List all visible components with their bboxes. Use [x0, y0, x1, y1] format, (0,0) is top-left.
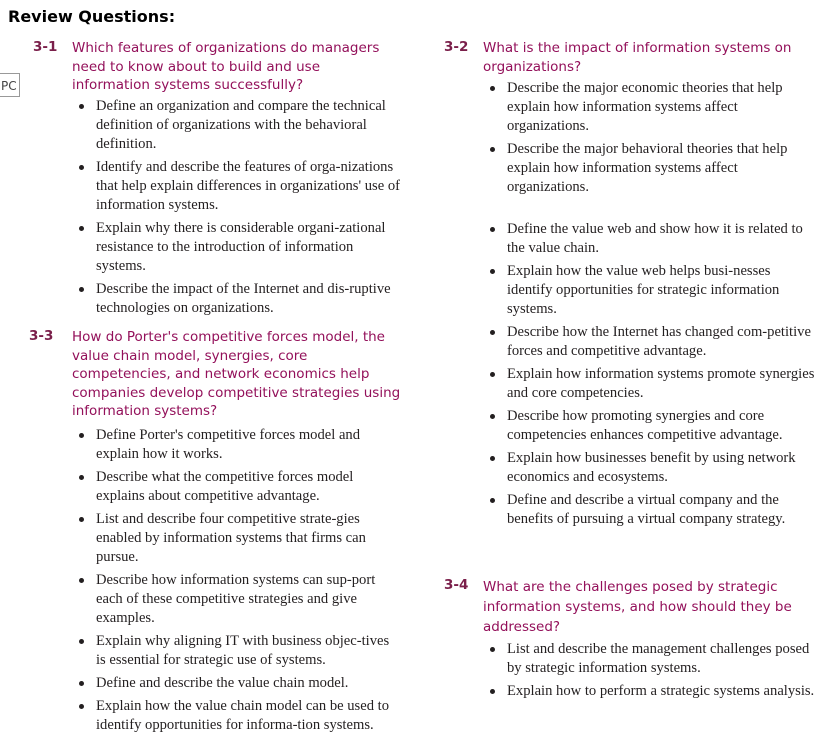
list-item: Describe how promoting synergies and core competencies enhances competitive advantage.: [483, 407, 815, 445]
list-item: Define and describe a virtual company and the benefits of pursuing a virtual company strategy.: [483, 491, 815, 529]
list-item: Define Porter's competitive forces model and explain how it works.: [72, 426, 400, 464]
bullet-icon: [490, 689, 495, 694]
bullet-icon: [79, 165, 84, 170]
question-number: 3-2: [444, 39, 469, 55]
list-item: Identify and describe the features of orga-nizations that help explain differences in organizations' use of information systems.: [72, 158, 400, 215]
question-number: 3-3: [29, 328, 54, 344]
bullet-icon: [79, 104, 84, 109]
list-item: Explain how businesses benefit by using network economics and ecosystems.: [483, 449, 815, 487]
bullet-icon: [79, 475, 84, 480]
bullet-icon: [490, 147, 495, 152]
list-item: Define an organization and compare the technical definition of organizations with the behavioral definition.: [72, 97, 400, 154]
question-text: What is the impact of information systems on organizations?: [483, 40, 792, 75]
list-item: Explain how to perform a strategic systems analysis.: [483, 682, 815, 701]
bullet-list: [483, 220, 815, 533]
bullet-icon: [490, 647, 495, 652]
bullet-icon: [79, 704, 84, 709]
side-tab: PC: [0, 73, 20, 97]
bullet-icon: [490, 414, 495, 419]
question-number: 3-4: [444, 577, 469, 593]
list-item: Describe the impact of the Internet and dis-ruptive technologies on organizations.: [72, 280, 400, 318]
list-item: Explain how information systems promote synergies and core competencies.: [483, 365, 815, 403]
bullet-icon: [490, 498, 495, 503]
bullet-icon: [79, 578, 84, 583]
bullet-icon: [490, 227, 495, 232]
question-number: 3-1: [33, 39, 58, 55]
bullet-icon: [490, 330, 495, 335]
bullet-icon: [79, 226, 84, 231]
list-item: Explain how the value web helps busi-nesses identify opportunities for strategic information systems.: [483, 262, 815, 319]
list-item: List and describe four competitive strate-gies enabled by information systems that firms can pursue.: [72, 510, 400, 567]
bullet-icon: [490, 456, 495, 461]
bullet-icon: [79, 433, 84, 438]
bullet-list: [72, 426, 400, 739]
bullet-icon: [490, 86, 495, 91]
list-item: Describe what the competitive forces model explains about competitive advantage.: [72, 468, 400, 506]
bullet-icon: [79, 681, 84, 686]
bullet-icon: [79, 639, 84, 644]
list-item: Describe the major economic theories that help explain how information systems affect organizations.: [483, 79, 815, 136]
bullet-list: [72, 97, 400, 322]
bullet-list: [483, 640, 815, 705]
list-item: Define the value web and show how it is related to the value chain.: [483, 220, 815, 258]
list-item: Explain how the value chain model can be used to identify opportunities for informa-tion systems.: [72, 697, 400, 735]
list-item: Explain why aligning IT with business objec-tives is essential for strategic use of systems.: [72, 632, 400, 670]
list-item: Describe how the Internet has changed com-petitive forces and competitive advantage.: [483, 323, 815, 361]
question-text: How do Porter's competitive forces model, the value chain model, synergies, core competencies, and network economics help companies develop competitive strategies using information systems?: [72, 329, 401, 419]
bullet-icon: [490, 372, 495, 377]
question-text: Which features of organizations do managers need to know about to build and use information systems successfully?: [72, 40, 380, 93]
page-title: Review Questions:: [8, 7, 176, 26]
bullet-icon: [79, 287, 84, 292]
list-item: Describe the major behavioral theories that help explain how information systems affect organizations.: [483, 140, 815, 197]
list-item: Describe how information systems can sup-port each of these competitive strategies and give examples.: [72, 571, 400, 628]
bullet-icon: [79, 517, 84, 522]
list-item: Explain why there is considerable organi-zational resistance to the introduction of information systems.: [72, 219, 400, 276]
bullet-icon: [490, 269, 495, 274]
question-text: What are the challenges posed by strategic information systems, and how should they be addressed?: [483, 579, 792, 635]
bullet-list: [483, 79, 815, 201]
list-item: Define and describe the value chain model.: [72, 674, 400, 693]
list-item: List and describe the management challenges posed by strategic information systems.: [483, 640, 815, 678]
